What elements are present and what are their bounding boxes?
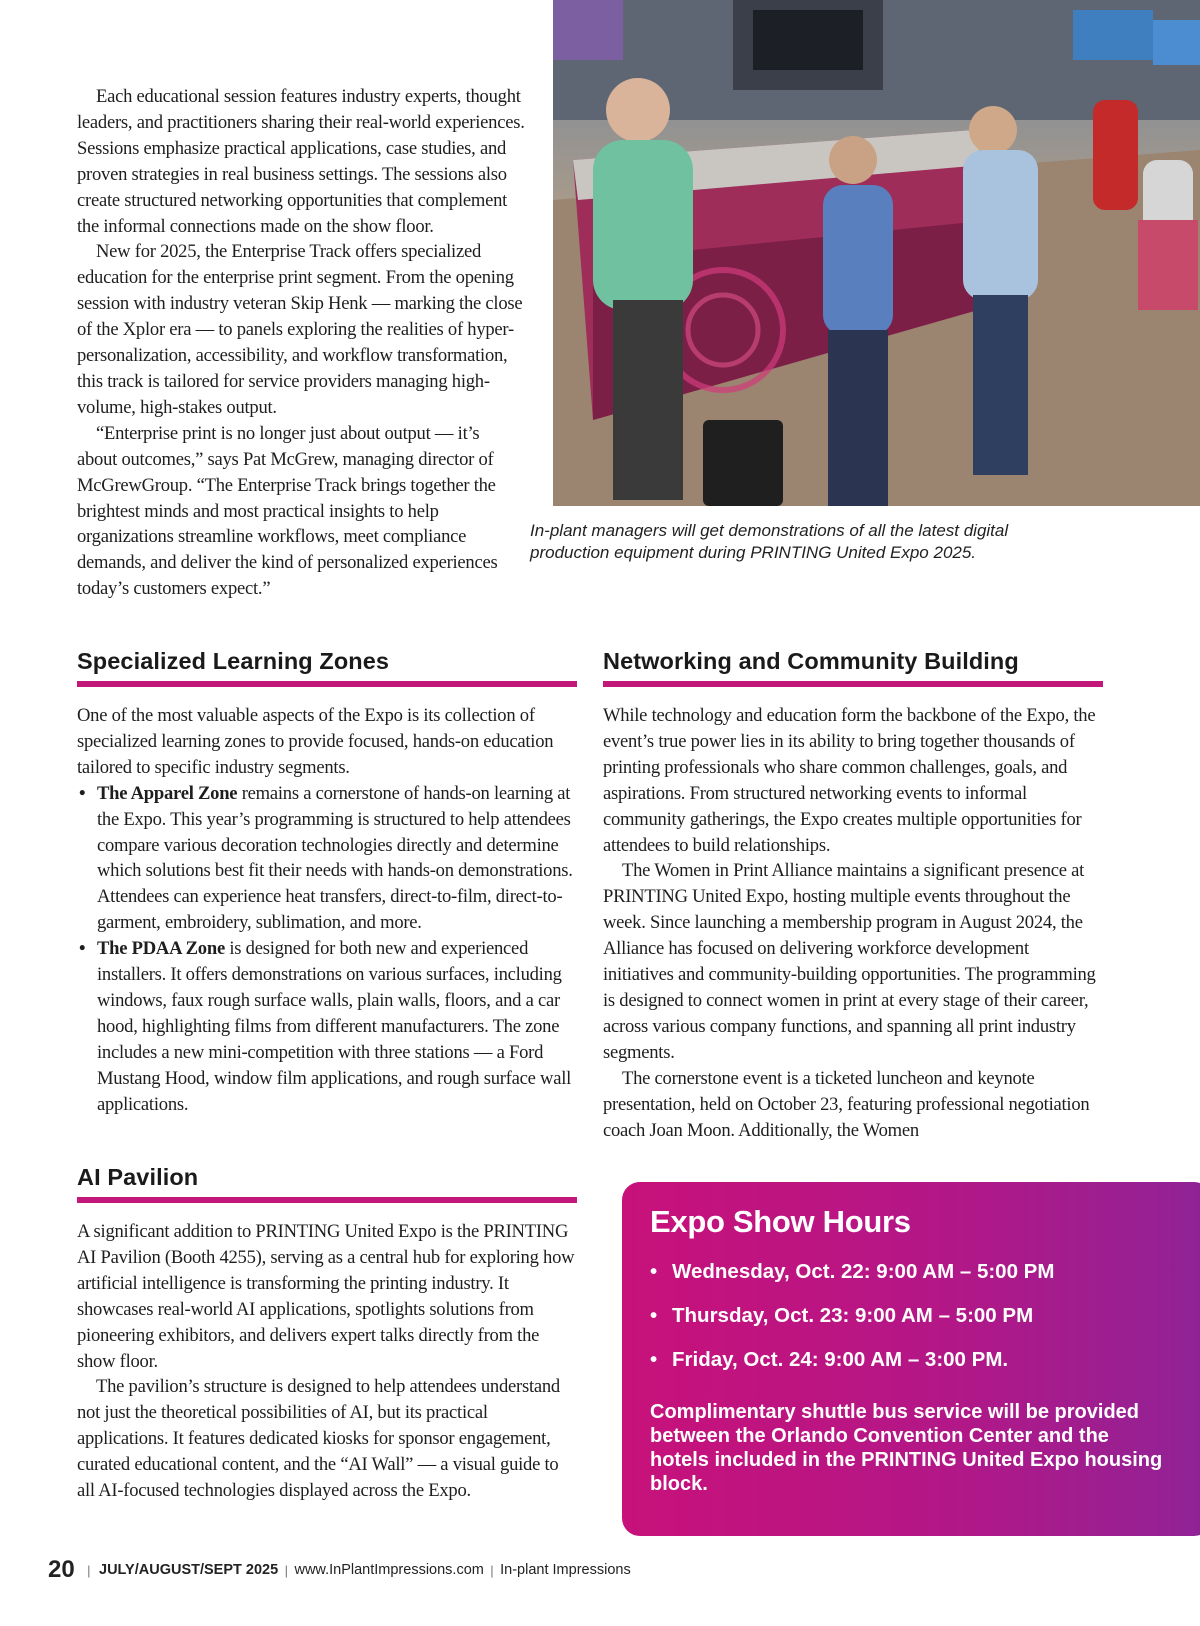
show-hours-list (650, 1260, 1054, 1392)
show-hours-item (650, 1304, 1054, 1348)
page-footer (48, 1556, 631, 1584)
intro-column (77, 84, 532, 602)
zone-name: The PDAA Zone (97, 938, 225, 960)
photo-caption: In-plant managers will get demonstrations of all the latest digital production equipment during PRINTING United Expo 2025. (530, 521, 1009, 562)
section-heading-networking: Networking and Community Building (603, 648, 1019, 674)
issue-date: JULY/AUGUST/SEPT 2025 (99, 1562, 279, 1578)
paragraph: The Women in Print Alliance maintains a significant presence at PRINTING United Expo, hosting multiple events throughout the week. Since launching a membership program in August 2024, the Alliance has focused on delivering workforce development initiatives and community-building opportunities. The programming is designed to connect women in print at every stage of their career, across various company functions, and spanning all print industry segments. (603, 860, 1096, 1063)
expo-photo-illustration (553, 0, 1200, 506)
paragraph: One of the most valuable aspects of the Expo is its collection of specialized learning zones to provide focused, hands-on education tailored to specific industry segments. (77, 705, 554, 778)
learning-zones-body (77, 703, 577, 1118)
show-hours-text: Thursday, Oct. 23: 9:00 AM – 5:00 PM (672, 1304, 1034, 1327)
paragraph: Each educational session features industry experts, thought leaders, and practitioners sharing their real-world experiences. Sessions emphasize practical applications, case studies, and proven strategies in real business settings. The sessions also create structured networking opportunities that complement the informal connections made on the show floor. (77, 86, 525, 237)
page-number: 20 (48, 1556, 75, 1583)
paragraph: The cornerstone event is a ticketed luncheon and keynote presentation, held on October 23, featuring professional negotiation coach Joan Moon. Additionally, the Women (603, 1067, 1090, 1141)
bullet-icon: • (650, 1348, 658, 1371)
bullet-icon: • (79, 782, 86, 804)
zone-description: remains a cornerstone of hands-on learning at the Expo. This year’s programming is structured to help attendees compare various decoration technologies directly and determine which solutions best fit their needs with hands-on demonstrations. Attendees can experience heat transfers, direct-to-film, direct-to-garment, embroidery, sublimation, and more. (97, 782, 573, 934)
show-hours-title: Expo Show Hours (650, 1204, 911, 1239)
section-heading-ai-pavilion: AI Pavilion (77, 1164, 199, 1190)
paragraph: While technology and education form the backbone of the Expo, the event’s true power lies in its ability to bring together thousands of printing professionals who share common challenges, goals, and aspirations. From structured networking events to informal community gatherings, the Expo creates multiple opportunities for attendees to build relationships. (603, 705, 1096, 856)
zone-description: is designed for both new and experienced installers. It offers demonstrations on various surfaces, including windows, faux rough surface walls, plain walls, floors, and a car hood, highlighting films from different manufacturers. The zone includes a new mini-competition with three stations — a Ford Mustang Hood, window film applications, and rough surface wall applications. (97, 938, 572, 1115)
list-item (77, 781, 577, 936)
website-link[interactable]: www.InPlantImpressions.com (294, 1562, 484, 1578)
paragraph: A significant addition to PRINTING United Expo is the PRINTING AI Pavilion (Booth 4255), serving as a central hub for exploring how artificial intelligence is transforming the printing industry. It showcases real-world AI applications, spotlights solutions from pioneering exhibitors, and delivers expert talks directly from the show floor. (77, 1221, 575, 1372)
expo-photo (553, 0, 1200, 506)
show-hours-text: Friday, Oct. 24: 9:00 AM – 3:00 PM. (672, 1348, 1009, 1371)
networking-body (603, 703, 1103, 1143)
shuttle-note: Complimentary shuttle bus service will be provided between the Orlando Convention Center and the hotels included in the PRINTING United Expo housing block. (650, 1401, 1163, 1495)
list-item (77, 936, 577, 1117)
section-rule (77, 681, 577, 687)
show-hours-item (650, 1260, 1054, 1304)
paragraph: “Enterprise print is no longer just about output — it’s about outcomes,” says Pat McGrew, managing director of McGrewGroup. “The Enterprise Track brings together the brightest minds and most practical insights to help organizations streamline workflows, meet compliance demands, and deliver the kind of personalized experiences today’s customers expect.” (77, 422, 498, 600)
section-heading-learning-zones: Specialized Learning Zones (77, 648, 390, 674)
paragraph: The pavilion’s structure is designed to help attendees understand not just the theoretical possibilities of AI, but its practical applications. It features dedicated kiosks for sponsor engagement, curated educational content, and the “AI Wall” — a visual guide to all AI-focused technologies displayed across the Expo. (77, 1376, 560, 1502)
bullet-icon: • (650, 1260, 658, 1283)
learning-zones-list (77, 781, 577, 1118)
section-rule (603, 681, 1103, 687)
paragraph: New for 2025, the Enterprise Track offers specialized education for the enterprise print segment. From the opening session with industry veteran Skip Henk — marking the close of the Xplor era — to panels exploring the realities of hyper-personalization, accessibility, and workflow transformation, this track is tailored for service providers managing high-volume, high-stakes output. (77, 241, 523, 418)
bullet-icon: • (650, 1304, 658, 1327)
zone-name: The Apparel Zone (97, 782, 238, 804)
expo-show-hours-box (622, 1182, 1200, 1536)
footer-separator: | (87, 1562, 91, 1578)
ai-pavilion-body (77, 1219, 577, 1504)
show-hours-text: Wednesday, Oct. 22: 9:00 AM – 5:00 PM (672, 1260, 1055, 1283)
section-rule (77, 1197, 577, 1203)
footer-separator: | (490, 1562, 494, 1578)
show-hours-item (650, 1348, 1054, 1392)
bullet-icon: • (79, 938, 86, 960)
footer-separator: | (284, 1562, 289, 1578)
publication-name: In-plant Impressions (500, 1562, 631, 1578)
